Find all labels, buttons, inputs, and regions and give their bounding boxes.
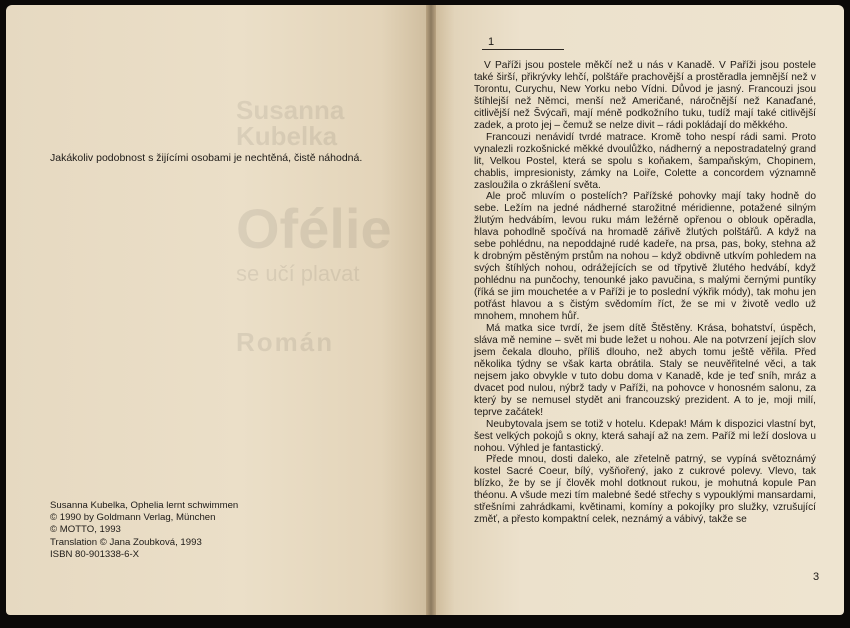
copyright-imprint	[50, 500, 238, 561]
chapter-number: 1	[488, 36, 495, 48]
paragraph: Neubytovala jsem se totiž v hotelu. Kdepak! Mám k dispozici vlastní byt, šest velkých pokojů s okny, která sahají až na zem. Paříž mi leží doslova u nohou. Výhled je fantastický.	[474, 418, 816, 454]
paragraph: V Paříži jsou postele měkčí než u nás v Kanadě. V Paříži jsou postele také širší, přikrývky lehčí, polštáře prachovější a prostěradla jemnější než v Torontu, Curychu, New Yorku nebo Vídni. Důvod je jasný. Francouzi jsou štíhlejší než Němci, menší než Američané, náročnější než Kanaďané, citlivější než Švýcaři, mají méně podkožního tuku, tudíž mají také citlivější zadek, a proto jej – čemuž se nelze divit – rádi pokládají do měkkého.	[474, 60, 816, 131]
paragraph: Ale proč mluvím o postelích? Pařížské pohovky mají taky hodně do sebe. Ležím na jedné nádherné starožitné méridienne, potažené silným žlutým hedvábím, levou ruku mám ležérně opřenou o oblouk opěradla, hlava pohodlně spočívá na hromadě zářivě žlutých polštářů. A když na sebe pohlédnu, na nepoddajné rudé kadeře, na prsa, pas, boky, stehna až k drobným pěstěným prstům na nohou – když obdivně utkvím pohledem na svých štíhlých nohou, odrážejících se od třpytivě žlutého hedvábí, když pohlédnu na punčochy, tenounké jako pavučina, s malými černými puntíky (říká se jim mouchetée a v Paříži je to poslední výkřik módy), tak mohu jen potřást hlavou a s čistým svědomím říct, že se mi v životě vedlo už mnohem, mnohem hůř.	[474, 191, 816, 323]
page-number: 3	[813, 571, 820, 583]
paragraph: Francouzi nenávidí tvrdé matrace. Kromě toho nespí rádi sami. Proto vynalezli rozkošnické měkké dvoulůžko, nádherný a nepostradatelný grand lit, Velkou Postel, která se spolu s koňakem, šampaňským, Chopinem, chablis, impresionisty, zámky na Loiře, Colette a concordem významně zasloužila o zkrášlení světa.	[474, 131, 816, 191]
paragraph: Má matka sice tvrdí, že jsem dítě Štěstěny. Krása, bohatství, úspěch, sláva mě nemine – svět mi bude ležet u nohou. Ale na potvrzení jejích slov jsem čekala dlouho, příliš dlouho, než abych tomu ještě věřila. Před několika týdny se však karta obrátila. Staly se neuvěřitelné věci, a tak nejsem jako obvykle v tuto dobu doma v Kanadě, kde je teď sníh, mráz a dvacet pod nulou, nýbrž tady v Paříži, na pohovce v honosném salonu, za který by se nemusel stydět ani francouzský prezident. A to je, moji milí, teprve začátek!	[474, 322, 816, 418]
paragraph: Přede mnou, dosti daleko, ale zřetelně patrný, se vypíná světoznámý kostel Sacré Coeur, bílý, vyšňořený, jako z cukrové polevy. Vlevo, tak blízko, že by se jí člověk mohl dotknout rukou, je mohutná kopule Pan théonu. A všude mezi tím malebné šedé střechy s vypouklými mansardami, střešními zahrádkami, květinami, komíny a pokojíky pro služky, vzrušující změť, a přesto kompaktní celek, neznámý a vábivý, takže se	[474, 454, 816, 526]
imprint-line: Translation © Jana Zoubková, 1993	[50, 536, 202, 548]
imprint-line: ISBN 80-901338-6-X	[50, 548, 140, 560]
imprint-line: Susanna Kubelka, Ophelia lernt schwimmen	[50, 500, 239, 511]
chapter-rule	[482, 49, 564, 50]
book-spine	[426, 5, 436, 615]
imprint-line: © 1990 by Goldmann Verlag, München	[50, 512, 216, 524]
imprint-line: © MOTTO, 1993	[50, 524, 121, 536]
body-text	[474, 60, 816, 526]
disclaimer-text: Jakákoliv podobnost s žijícími osobami je nechtěná, čistě náhodná.	[50, 152, 363, 164]
bleed-through-title-page: Susanna Kubelka Ofélie se učí plavat Román	[236, 95, 392, 357]
